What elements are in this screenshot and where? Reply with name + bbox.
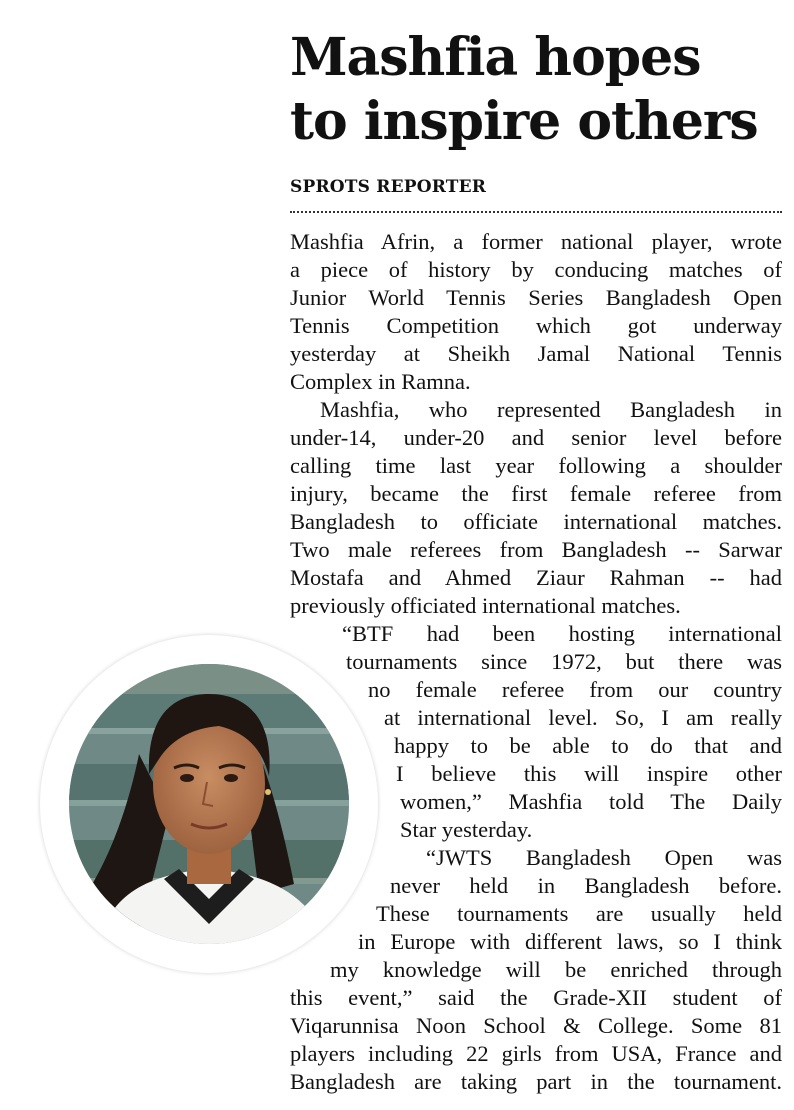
body-line: Two male referees from Bangladesh -- Sarwar xyxy=(290,537,782,562)
body-line: These tournaments are usually held xyxy=(376,901,782,926)
headline-line-1: Mashfia hopes xyxy=(290,27,701,88)
body-line: my knowledge will be enriched through xyxy=(330,957,782,982)
body-line: Tennis Competition which got underway xyxy=(290,313,782,338)
body-line: injury, became the first female referee from xyxy=(290,481,782,506)
body-line: at international level. So, I am really xyxy=(384,705,782,730)
body-line: Mashfia, who represented Bangladesh in xyxy=(320,397,782,422)
body-line: this event,” said the Grade-XII student of xyxy=(290,985,782,1010)
body-line: no female referee from our country xyxy=(368,677,782,702)
body-line: Viqarunnisa Noon School & College. Some 81 xyxy=(290,1013,782,1038)
body-line: a piece of history by conducing matches of xyxy=(290,257,782,282)
body-line: previously officiated international matches. xyxy=(290,593,681,618)
body-line: calling time last year following a shoulder xyxy=(290,453,782,478)
body-line: Bangladesh to officiate international matches. xyxy=(290,509,782,534)
dotted-divider xyxy=(290,211,782,213)
article-headline xyxy=(290,26,790,154)
body-line: I believe this will inspire other xyxy=(396,761,782,786)
body-line: Mashfia Afrin, a former national player, wrote xyxy=(290,229,782,254)
body-line: Mostafa and Ahmed Ziaur Rahman -- had xyxy=(290,565,782,590)
body-line: under-14, under-20 and senior level before xyxy=(290,425,782,450)
body-line: tournaments since 1972, but there was xyxy=(346,649,782,674)
byline: SPROTS REPORTER xyxy=(290,177,487,197)
body-line: Junior World Tennis Series Bangladesh Open xyxy=(290,285,782,310)
body-line: Star yesterday. xyxy=(400,817,533,842)
body-line: “JWTS Bangladesh Open was xyxy=(426,845,782,870)
body-line: players including 22 girls from USA, France and xyxy=(290,1041,782,1066)
body-line: never held in Bangladesh before. xyxy=(390,873,782,898)
body-line: Complex in Ramna. xyxy=(290,369,471,394)
article-body xyxy=(290,228,782,1096)
headline-line-2: to inspire others xyxy=(290,91,758,152)
body-line: yesterday at Sheikh Jamal National Tennis xyxy=(290,341,782,366)
body-line: in Europe with different laws, so I think xyxy=(358,929,782,954)
body-line: happy to be able to do that and xyxy=(394,733,782,758)
body-line: Bangladesh are taking part in the tournament. xyxy=(290,1069,782,1094)
body-line: “BTF had been hosting international xyxy=(342,621,782,646)
body-line: women,” Mashfia told The Daily xyxy=(400,789,782,814)
